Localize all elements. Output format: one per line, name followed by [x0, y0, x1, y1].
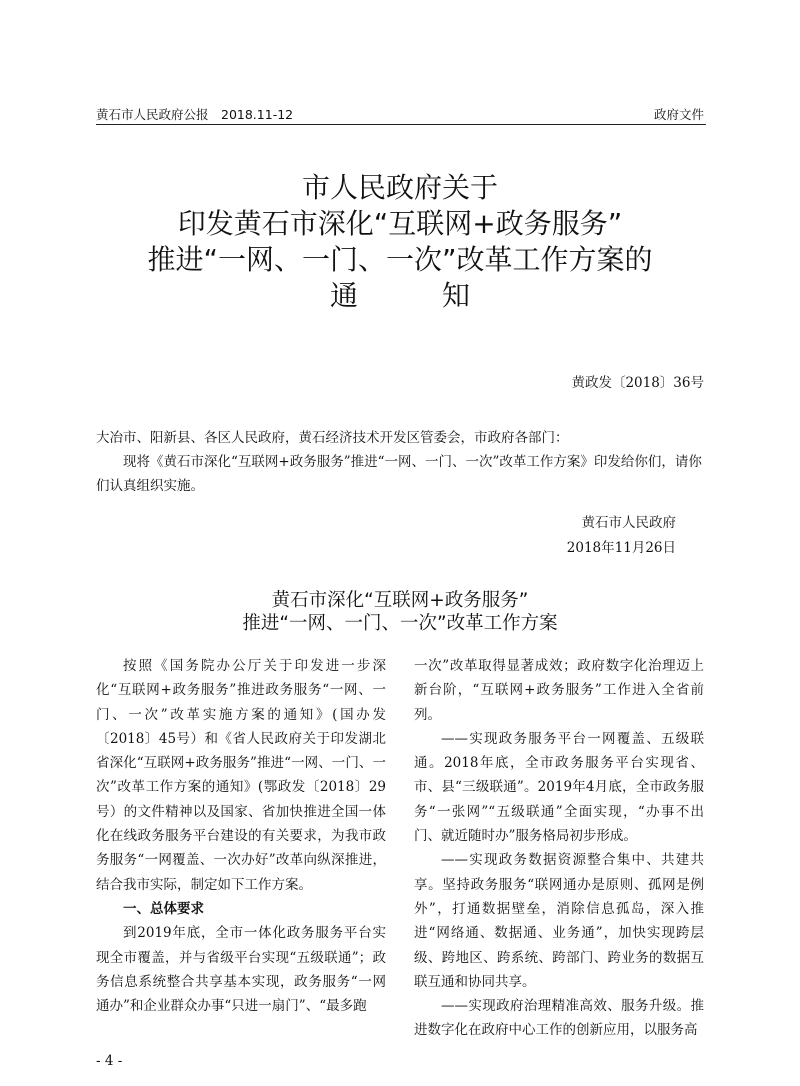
page-number: - 4 - [96, 1053, 123, 1069]
title-line: 印发黄石市深化“互联网+政务服务” [177, 207, 623, 240]
recipients: 大冶市、阳新县、各区人民政府，黄石经济技术开发区管委会，市政府各部门： [96, 430, 569, 446]
paragraph: ——实现政务服务平台一网覆盖、五级联通。2018年底，全市政务服务平台实现省、市、县“三级联通”。2019年4月底，全市政务服务“一张网”“五级联通”全面实现，“办事不出门、就近随时办”服务格局初步形成。 [414, 730, 704, 845]
signature-date: 2018年11月26日 [566, 540, 676, 556]
title-line: 市人民政府关于 [301, 171, 498, 204]
running-header [96, 108, 704, 122]
section-heading: 一、总体要求 [123, 900, 204, 917]
paragraph: 到2019年底，全市一体化政务服务平台实现全市覆盖，并与省级平台实现“五级联通”；政务信息系统整合共享基本实现，政务服务“一网通办”和企业群众办事“只进一扇门”、“最多跑 [96, 925, 386, 1015]
signature-org: 黄石市人民政府 [581, 515, 676, 531]
header-publication: 黄石市人民政府公报 2018.11-12 [96, 107, 294, 122]
header-section: 政府文件 [653, 107, 704, 122]
notice-body: 现将《黄石市深化“互联网+政务服务”推进“一网、一门、一次”改革工作方案》印发给你们，请你们认真组织实施。 [96, 454, 702, 494]
plan-title [0, 589, 800, 635]
page-title [0, 170, 800, 314]
plan-title-line: 黄石市深化“互联网+政务服务” [271, 590, 529, 611]
document-number: 黄政发〔2018〕36号 [571, 375, 704, 391]
header-rule [96, 124, 706, 125]
paragraph: ——实现政务数据资源整合集中、共建共享。坚持政务服务“联网通办是原则、孤网是例外”，打通数据壁垒，消除信息孤岛，深入推进“网络通、数据通、业务通”，加快实现跨层级、跨地区、跨系统、跨部门、跨业务的数据互联互通和协同共享。 [414, 852, 704, 990]
plan-title-line: 推进“一网、一门、一次”改革工作方案 [242, 613, 558, 634]
paragraph: ——实现政府治理精准高效、服务升级。推进数字化在政府中心工作的创新应用，以服务高 [414, 998, 704, 1039]
paragraph: 一次”改革取得显著成效；政府数字化治理迈上新台阶，“互联网+政务服务”工作进入全省前列。 [414, 658, 704, 723]
title-line: 通 知 [329, 279, 470, 312]
right-column [414, 654, 704, 1043]
paragraph: 按照《国务院办公厅关于印发进一步深化“互联网+政务服务”推进政务服务“一网、一门、一次”改革实施方案的通知》(国办发〔2018〕45号）和《省人民政府关于印发湖北省深化“互联网+政务服务”推进“一网、一门、一次”改革工作方案的通知》(鄂政发〔2018〕29号）的文件精神以及国家、省加快推进全国一体化在线政务服务平台建设的有关要求，为我市政务服务“一网覆盖、一次办好”改革向纵深推进，结合我市实际，制定如下工作方案。 [96, 658, 386, 893]
title-line: 推进“一网、一门、一次”改革工作方案的 [147, 243, 653, 276]
left-column [96, 654, 386, 1018]
